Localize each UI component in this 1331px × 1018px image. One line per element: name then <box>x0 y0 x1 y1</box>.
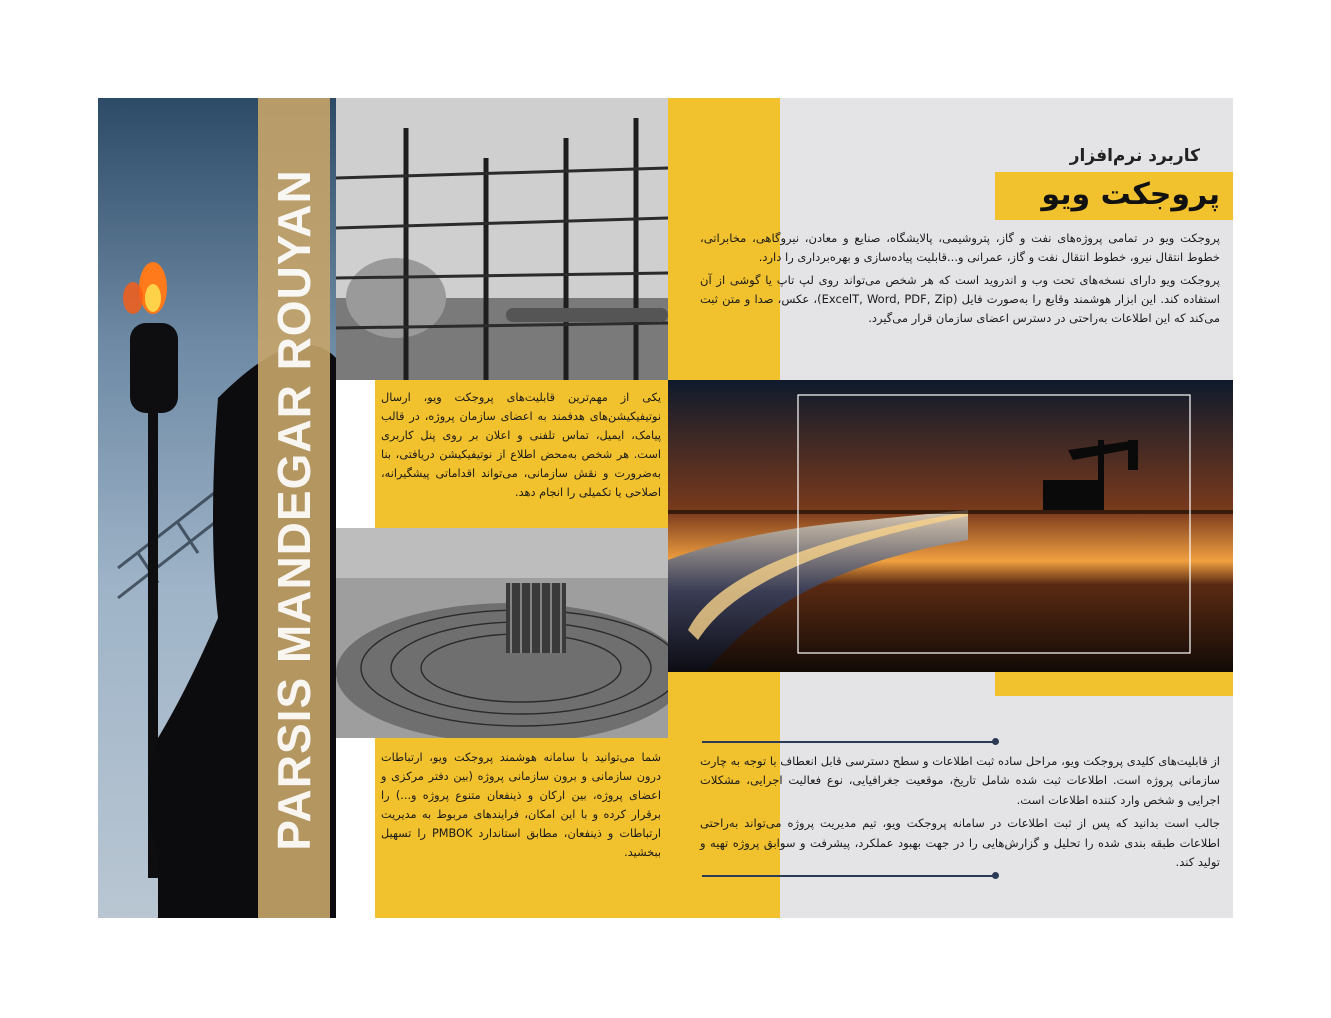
intro-text <box>700 229 1220 332</box>
divider-bottom-dot <box>992 872 999 879</box>
pipeline-graphic <box>668 380 1233 672</box>
foundation-graphic <box>336 528 668 738</box>
divider-bottom <box>702 875 996 877</box>
pipeline-photo <box>668 380 1233 672</box>
features-text <box>700 752 1220 876</box>
scaffold-photo <box>336 98 668 380</box>
scaffold-graphic <box>336 98 668 380</box>
foundation-photo <box>336 528 668 738</box>
accent-bar <box>995 672 1233 696</box>
divider-top-dot <box>992 738 999 745</box>
intro-paragraph-2: پروجکت ویو دارای نسخه‌های تحت وب و اندروید است که هر شخص می‌تواند روی لپ تاپ یا گوشی از آن استفاده کند. این ابزار هوشمند وقایع را به‌صورت فایل (ExcelT, Word, PDF, Zip)، عکس، صدا و متن ثبت می‌کند که این اطلاعات به‌راحتی در دسترس اعضای سازمان قرار می‌گیرد. <box>700 273 1220 325</box>
divider-top <box>702 741 996 743</box>
intro-paragraph-1: پروجکت ویو در تمامی پروژه‌های نفت و گاز، پتروشیمی، پالایشگاه، صنایع و معادن، نیروگاهی، مخابراتی، خطوط انتقال نیرو، خطوط انتقال نفت و گاز، عمرانی و...قابلیت پیاده‌سازی و بهره‌برداری را دارد. <box>700 231 1220 264</box>
communication-box <box>375 738 668 918</box>
heading-subtitle: کاربرد نرم‌افزار <box>1069 146 1200 166</box>
notification-text: یکی از مهم‌ترین قابلیت‌های پروجکت ویو، ارسال نوتیفیکیشن‌های هدفمند به اعضای سازمان پروژه، در قالب پیامک، ایمیل، تماس تلفنی و اعلان بر روی پنل کاربری است. هر شخص به‌محض اطلاع از نوتیفیکیشن دریافتی، بنا به‌ضرورت و نقش سازمانی، می‌تواند اقداماتی پیشگیرانه، اصلاحی یا تکمیلی را انجام دهد. <box>381 391 661 499</box>
notification-box <box>375 380 668 528</box>
communication-text: شما می‌توانید با سامانه هوشمند پروجکت ویو، ارتباطات درون سازمانی و برون سازمانی پروژه (بین دفتر مرکزی و اعضای پروژه، بین ارکان و ذینفعان متنوع پروژه و...) را برقرار کرده و با این امکان، فرایندهای مربوط به مدیریت ارتباطات و ذینفعان، مطابق استاندارد PMBOK را تسهیل ببخشید. <box>381 751 661 859</box>
brand-vertical-text: PARSIS MANDEGAR ROUYAN <box>268 169 320 851</box>
features-paragraph-1: از قابلیت‌های کلیدی پروجکت ویو، مراحل ساده ثبت اطلاعات و سطح دسترسی قابل انعطاف با توجه به چارت سازمانی پروژه است. اطلاعات ثبت شده شامل تاریخ، موقعیت جغرافیایی، نوع فعالیت اجرایی، مشکلات اجرایی و شخص وارد کننده اطلاعات است. <box>700 754 1220 807</box>
page-title: پروجکت ویو <box>1041 177 1220 212</box>
features-paragraph-2: جالب است بدانید که پس از ثبت اطلاعات در سامانه پروجکت ویو، تیم مدیریت پروژه می‌تواند به‌راحتی اطلاعات طبقه بندی شده را تحلیل و گزارش‌هایی را در جهت بهبود عملکرد، پیشرفت و سوابق پروژه تهیه و تولید کند. <box>700 816 1220 870</box>
